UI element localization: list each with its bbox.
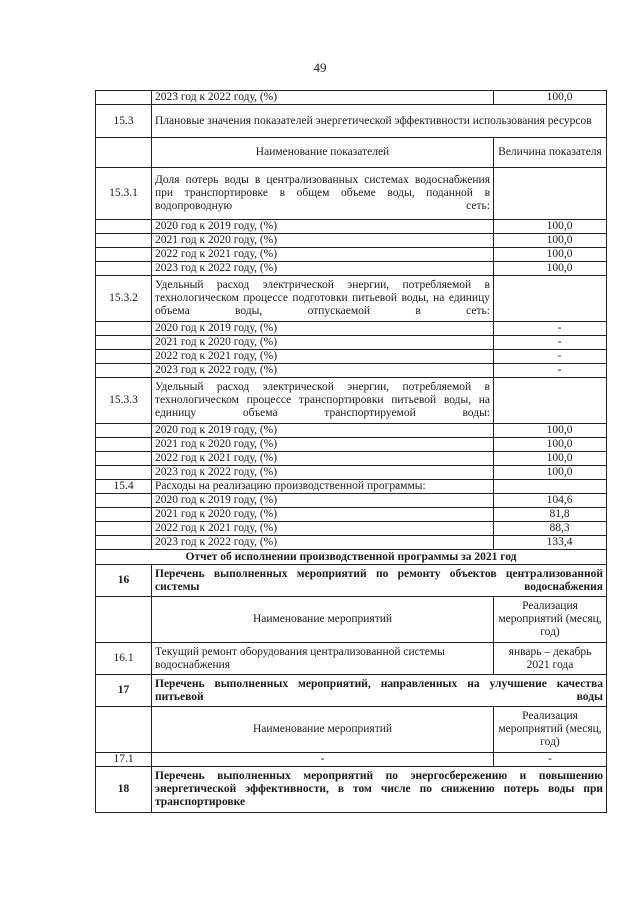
value-cell: -: [494, 350, 607, 364]
table-row: [96, 350, 607, 364]
value-cell: 100,0: [494, 234, 607, 248]
indicator-row: [96, 276, 607, 322]
indicator-title: Удельный расход электрической энергии, потребляемой в технологическом процессе транспортировки питьевой воды, на единицу объема транспортируемой воды:: [152, 378, 494, 424]
label-cell: 2021 год к 2020 году, (%): [152, 234, 494, 248]
section-number: 15.4: [96, 480, 152, 494]
label-cell: 2023 год к 2022 году, (%): [152, 262, 494, 276]
header-row: [96, 597, 607, 643]
section-row: [96, 105, 607, 138]
value-cell: [494, 378, 607, 424]
value-cell: 100,0: [494, 248, 607, 262]
production-program-table: [95, 90, 607, 813]
section-number: 15.3: [96, 105, 152, 138]
event-cell: -: [152, 753, 494, 767]
event-cell: Текущий ремонт оборудования централизованной системы водоснабжения: [152, 643, 494, 675]
table-row: [96, 508, 607, 522]
indicator-row: [96, 378, 607, 424]
label-cell: 2023 год к 2022 году, (%): [152, 364, 494, 378]
column-header-value: Величина показателя: [494, 138, 607, 168]
column-header-realization: Реализация мероприятий (месяц, год): [494, 707, 607, 753]
label-cell: 2022 год к 2021 году, (%): [152, 248, 494, 262]
table-row: [96, 424, 607, 438]
value-cell: -: [494, 336, 607, 350]
table-row: [96, 220, 607, 234]
report-title: Отчет об исполнении производственной программы за 2021 год: [96, 550, 607, 565]
value-cell: 104,6: [494, 494, 607, 508]
section-row: [96, 675, 607, 707]
section-title: Перечень выполненных мероприятий по ремонту объектов централизованной системы водоснабжения: [152, 565, 607, 597]
section-number: 17: [96, 675, 152, 707]
table-row: [96, 322, 607, 336]
table-row: [96, 336, 607, 350]
label-cell: 2023 год к 2022 году, (%): [152, 536, 494, 550]
value-cell: -: [494, 322, 607, 336]
value-cell: 100,0: [494, 438, 607, 452]
table-row: [96, 753, 607, 767]
label-cell: 2021 год к 2020 году, (%): [152, 336, 494, 350]
section-number: 15.3.3: [96, 378, 152, 424]
value-cell: 100,0: [494, 452, 607, 466]
table-row: [96, 91, 607, 105]
label-cell: 2020 год к 2019 году, (%): [152, 494, 494, 508]
section-title: Расходы на реализацию производственной программы:: [152, 480, 494, 494]
section-number: 16.1: [96, 643, 152, 675]
column-header-events: Наименование мероприятий: [152, 597, 494, 643]
value-cell: 100,0: [494, 466, 607, 480]
table-row: [96, 234, 607, 248]
table-row: [96, 536, 607, 550]
label-cell: 2021 год к 2020 году, (%): [152, 508, 494, 522]
section-number: 15.3.1: [96, 168, 152, 220]
table-row: [96, 522, 607, 536]
label-cell: 2022 год к 2021 году, (%): [152, 350, 494, 364]
label-cell: 2022 год к 2021 году, (%): [152, 452, 494, 466]
realization-cell: январь – декабрь 2021 года: [494, 643, 607, 675]
value-cell: 100,0: [494, 220, 607, 234]
indicator-title: Доля потерь воды в централизованных системах водоснабжения при транспортировке в общем объеме воды, поданной в водопроводную сеть:: [152, 168, 494, 220]
section-title: Плановые значения показателей энергетической эффективности использования ресурсов: [152, 105, 607, 138]
realization-cell: -: [494, 753, 607, 767]
label-cell: 2023 год к 2022 году, (%): [152, 466, 494, 480]
header-row: [96, 707, 607, 753]
column-header-name: Наименование показателей: [152, 138, 494, 168]
value-cell: [494, 480, 607, 494]
value-cell: 100,0: [494, 262, 607, 276]
label-cell: 2020 год к 2019 году, (%): [152, 322, 494, 336]
section-row: [96, 767, 607, 813]
table-row: [96, 643, 607, 675]
label-cell: 2022 год к 2021 году, (%): [152, 522, 494, 536]
num-cell: [96, 91, 152, 105]
column-header-events: Наименование мероприятий: [152, 707, 494, 753]
value-cell: 88,3: [494, 522, 607, 536]
value-cell: [494, 168, 607, 220]
table-row: [96, 494, 607, 508]
page-number: 49: [313, 60, 327, 75]
indicator-title: Удельный расход электрической энергии, потребляемой в технологическом процессе подготовки питьевой воды, на единицу объема воды, отпускаемой в сеть:: [152, 276, 494, 322]
value-cell: [494, 276, 607, 322]
label-cell: 2020 год к 2019 году, (%): [152, 424, 494, 438]
indicator-row: [96, 168, 607, 220]
section-row: [96, 480, 607, 494]
table-row: [96, 364, 607, 378]
column-header-realization: Реализация мероприятий (месяц, год): [494, 597, 607, 643]
value-cell: 100,0: [494, 424, 607, 438]
value-cell: -: [494, 364, 607, 378]
section-number: 16: [96, 565, 152, 597]
header-row: [96, 138, 607, 168]
section-title: Перечень выполненных мероприятий, направленных на улучшение качества питьевой воды: [152, 675, 607, 707]
report-title-row: [96, 550, 607, 565]
section-number: 18: [96, 767, 152, 813]
value-cell: 100,0: [494, 91, 607, 105]
table-row: [96, 262, 607, 276]
table-row: [96, 438, 607, 452]
table-row: [96, 466, 607, 480]
table-row: [96, 452, 607, 466]
table-row: [96, 248, 607, 262]
section-number: 17.1: [96, 753, 152, 767]
label-cell: 2020 год к 2019 году, (%): [152, 220, 494, 234]
value-cell: 81,8: [494, 508, 607, 522]
num-cell: [96, 138, 152, 168]
value-cell: 133,4: [494, 536, 607, 550]
label-cell: 2023 год к 2022 году, (%): [152, 91, 494, 105]
section-number: 15.3.2: [96, 276, 152, 322]
section-row: [96, 565, 607, 597]
section-title: Перечень выполненных мероприятий по энергосбережению и повышению энергетической эффективности, в том числе по снижению потерь воды при транспортировке: [152, 767, 607, 813]
label-cell: 2021 год к 2020 году, (%): [152, 438, 494, 452]
